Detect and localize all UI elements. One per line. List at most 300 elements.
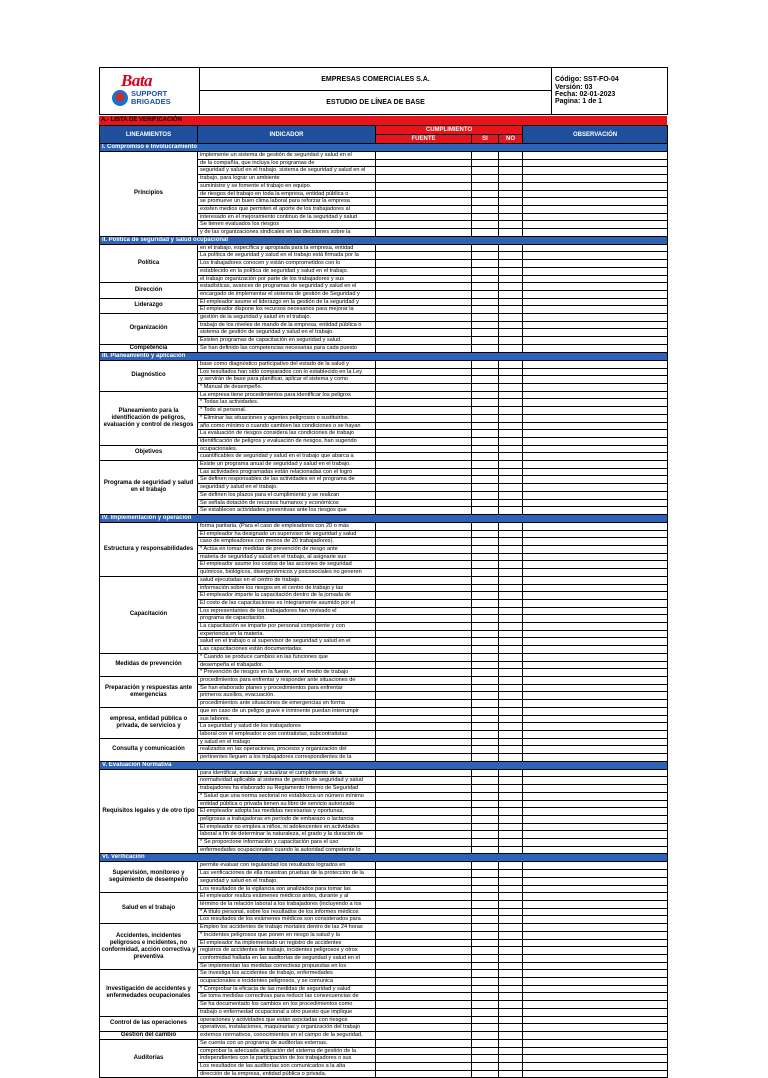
- si-cell[interactable]: [472, 244, 499, 252]
- si-cell[interactable]: [472, 700, 499, 708]
- no-cell[interactable]: [499, 916, 523, 924]
- no-cell[interactable]: [499, 337, 523, 345]
- no-cell[interactable]: [499, 584, 523, 592]
- si-cell[interactable]: [472, 1001, 499, 1009]
- si-cell[interactable]: [472, 630, 499, 638]
- si-cell[interactable]: [472, 831, 499, 839]
- si-cell[interactable]: [472, 985, 499, 993]
- observacion-cell[interactable]: [523, 939, 668, 947]
- si-cell[interactable]: [472, 561, 499, 569]
- si-cell[interactable]: [472, 159, 499, 167]
- fuente-cell[interactable]: [376, 592, 472, 600]
- si-cell[interactable]: [472, 344, 499, 352]
- si-cell[interactable]: [472, 862, 499, 870]
- si-cell[interactable]: [472, 445, 499, 453]
- fuente-cell[interactable]: [376, 723, 472, 731]
- observacion-cell[interactable]: [523, 954, 668, 962]
- si-cell[interactable]: [472, 430, 499, 438]
- no-cell[interactable]: [499, 321, 523, 329]
- observacion-cell[interactable]: [523, 383, 668, 391]
- si-cell[interactable]: [472, 399, 499, 407]
- si-cell[interactable]: [472, 182, 499, 190]
- observacion-cell[interactable]: [523, 769, 668, 777]
- fuente-cell[interactable]: [376, 908, 472, 916]
- fuente-cell[interactable]: [376, 777, 472, 785]
- no-cell[interactable]: [499, 522, 523, 530]
- fuente-cell[interactable]: [376, 368, 472, 376]
- si-cell[interactable]: [472, 893, 499, 901]
- observacion-cell[interactable]: [523, 1001, 668, 1009]
- observacion-cell[interactable]: [523, 252, 668, 260]
- no-cell[interactable]: [499, 290, 523, 298]
- observacion-cell[interactable]: [523, 623, 668, 631]
- fuente-cell[interactable]: [376, 700, 472, 708]
- observacion-cell[interactable]: [523, 607, 668, 615]
- no-cell[interactable]: [499, 329, 523, 337]
- observacion-cell[interactable]: [523, 530, 668, 538]
- si-cell[interactable]: [472, 792, 499, 800]
- observacion-cell[interactable]: [523, 507, 668, 515]
- no-cell[interactable]: [499, 1008, 523, 1016]
- fuente-cell[interactable]: [376, 329, 472, 337]
- no-cell[interactable]: [499, 267, 523, 275]
- no-cell[interactable]: [499, 414, 523, 422]
- fuente-cell[interactable]: [376, 823, 472, 831]
- si-cell[interactable]: [472, 653, 499, 661]
- observacion-cell[interactable]: [523, 808, 668, 816]
- fuente-cell[interactable]: [376, 576, 472, 584]
- si-cell[interactable]: [472, 592, 499, 600]
- no-cell[interactable]: [499, 700, 523, 708]
- fuente-cell[interactable]: [376, 522, 472, 530]
- si-cell[interactable]: [472, 205, 499, 213]
- observacion-cell[interactable]: [523, 1031, 668, 1039]
- si-cell[interactable]: [472, 175, 499, 183]
- no-cell[interactable]: [499, 630, 523, 638]
- si-cell[interactable]: [472, 522, 499, 530]
- fuente-cell[interactable]: [376, 815, 472, 823]
- observacion-cell[interactable]: [523, 970, 668, 978]
- fuente-cell[interactable]: [376, 808, 472, 816]
- fuente-cell[interactable]: [376, 870, 472, 878]
- fuente-cell[interactable]: [376, 1008, 472, 1016]
- si-cell[interactable]: [472, 337, 499, 345]
- si-cell[interactable]: [472, 1039, 499, 1047]
- no-cell[interactable]: [499, 985, 523, 993]
- observacion-cell[interactable]: [523, 962, 668, 970]
- fuente-cell[interactable]: [376, 399, 472, 407]
- fuente-cell[interactable]: [376, 615, 472, 623]
- observacion-cell[interactable]: [523, 576, 668, 584]
- no-cell[interactable]: [499, 167, 523, 175]
- observacion-cell[interactable]: [523, 738, 668, 746]
- si-cell[interactable]: [472, 808, 499, 816]
- no-cell[interactable]: [499, 576, 523, 584]
- observacion-cell[interactable]: [523, 468, 668, 476]
- si-cell[interactable]: [472, 916, 499, 924]
- observacion-cell[interactable]: [523, 785, 668, 793]
- fuente-cell[interactable]: [376, 453, 472, 461]
- si-cell[interactable]: [472, 167, 499, 175]
- no-cell[interactable]: [499, 800, 523, 808]
- si-cell[interactable]: [472, 738, 499, 746]
- fuente-cell[interactable]: [376, 530, 472, 538]
- fuente-cell[interactable]: [376, 553, 472, 561]
- observacion-cell[interactable]: [523, 985, 668, 993]
- no-cell[interactable]: [499, 592, 523, 600]
- si-cell[interactable]: [472, 468, 499, 476]
- si-cell[interactable]: [472, 669, 499, 677]
- fuente-cell[interactable]: [376, 623, 472, 631]
- fuente-cell[interactable]: [376, 599, 472, 607]
- fuente-cell[interactable]: [376, 962, 472, 970]
- fuente-cell[interactable]: [376, 321, 472, 329]
- no-cell[interactable]: [499, 159, 523, 167]
- no-cell[interactable]: [499, 831, 523, 839]
- si-cell[interactable]: [472, 576, 499, 584]
- no-cell[interactable]: [499, 877, 523, 885]
- fuente-cell[interactable]: [376, 437, 472, 445]
- no-cell[interactable]: [499, 1039, 523, 1047]
- si-cell[interactable]: [472, 1031, 499, 1039]
- si-cell[interactable]: [472, 908, 499, 916]
- observacion-cell[interactable]: [523, 630, 668, 638]
- si-cell[interactable]: [472, 1055, 499, 1063]
- observacion-cell[interactable]: [523, 368, 668, 376]
- observacion-cell[interactable]: [523, 430, 668, 438]
- observacion-cell[interactable]: [523, 445, 668, 453]
- fuente-cell[interactable]: [376, 298, 472, 306]
- observacion-cell[interactable]: [523, 862, 668, 870]
- observacion-cell[interactable]: [523, 677, 668, 685]
- fuente-cell[interactable]: [376, 939, 472, 947]
- no-cell[interactable]: [499, 769, 523, 777]
- si-cell[interactable]: [472, 707, 499, 715]
- observacion-cell[interactable]: [523, 638, 668, 646]
- si-cell[interactable]: [472, 213, 499, 221]
- observacion-cell[interactable]: [523, 391, 668, 399]
- si-cell[interactable]: [472, 461, 499, 469]
- observacion-cell[interactable]: [523, 275, 668, 283]
- no-cell[interactable]: [499, 229, 523, 237]
- no-cell[interactable]: [499, 607, 523, 615]
- no-cell[interactable]: [499, 785, 523, 793]
- no-cell[interactable]: [499, 692, 523, 700]
- no-cell[interactable]: [499, 306, 523, 314]
- fuente-cell[interactable]: [376, 993, 472, 1001]
- fuente-cell[interactable]: [376, 669, 472, 677]
- no-cell[interactable]: [499, 376, 523, 384]
- observacion-cell[interactable]: [523, 900, 668, 908]
- no-cell[interactable]: [499, 738, 523, 746]
- no-cell[interactable]: [499, 368, 523, 376]
- si-cell[interactable]: [472, 885, 499, 893]
- fuente-cell[interactable]: [376, 607, 472, 615]
- no-cell[interactable]: [499, 839, 523, 847]
- observacion-cell[interactable]: [523, 152, 668, 160]
- no-cell[interactable]: [499, 908, 523, 916]
- si-cell[interactable]: [472, 777, 499, 785]
- si-cell[interactable]: [472, 769, 499, 777]
- no-cell[interactable]: [499, 283, 523, 291]
- observacion-cell[interactable]: [523, 723, 668, 731]
- observacion-cell[interactable]: [523, 553, 668, 561]
- fuente-cell[interactable]: [376, 978, 472, 986]
- fuente-cell[interactable]: [376, 175, 472, 183]
- observacion-cell[interactable]: [523, 314, 668, 322]
- no-cell[interactable]: [499, 260, 523, 268]
- no-cell[interactable]: [499, 823, 523, 831]
- si-cell[interactable]: [472, 677, 499, 685]
- si-cell[interactable]: [472, 321, 499, 329]
- observacion-cell[interactable]: [523, 815, 668, 823]
- si-cell[interactable]: [472, 607, 499, 615]
- no-cell[interactable]: [499, 252, 523, 260]
- observacion-cell[interactable]: [523, 213, 668, 221]
- no-cell[interactable]: [499, 344, 523, 352]
- observacion-cell[interactable]: [523, 885, 668, 893]
- observacion-cell[interactable]: [523, 993, 668, 1001]
- no-cell[interactable]: [499, 360, 523, 368]
- observacion-cell[interactable]: [523, 522, 668, 530]
- observacion-cell[interactable]: [523, 715, 668, 723]
- observacion-cell[interactable]: [523, 646, 668, 654]
- si-cell[interactable]: [472, 391, 499, 399]
- fuente-cell[interactable]: [376, 638, 472, 646]
- fuente-cell[interactable]: [376, 205, 472, 213]
- si-cell[interactable]: [472, 924, 499, 932]
- no-cell[interactable]: [499, 599, 523, 607]
- si-cell[interactable]: [472, 290, 499, 298]
- observacion-cell[interactable]: [523, 870, 668, 878]
- fuente-cell[interactable]: [376, 916, 472, 924]
- no-cell[interactable]: [499, 437, 523, 445]
- observacion-cell[interactable]: [523, 344, 668, 352]
- si-cell[interactable]: [472, 221, 499, 229]
- no-cell[interactable]: [499, 924, 523, 932]
- no-cell[interactable]: [499, 182, 523, 190]
- fuente-cell[interactable]: [376, 152, 472, 160]
- no-cell[interactable]: [499, 661, 523, 669]
- si-cell[interactable]: [472, 229, 499, 237]
- no-cell[interactable]: [499, 885, 523, 893]
- fuente-cell[interactable]: [376, 267, 472, 275]
- fuente-cell[interactable]: [376, 484, 472, 492]
- observacion-cell[interactable]: [523, 1070, 668, 1078]
- fuente-cell[interactable]: [376, 468, 472, 476]
- no-cell[interactable]: [499, 453, 523, 461]
- fuente-cell[interactable]: [376, 376, 472, 384]
- si-cell[interactable]: [472, 476, 499, 484]
- observacion-cell[interactable]: [523, 823, 668, 831]
- si-cell[interactable]: [472, 900, 499, 908]
- observacion-cell[interactable]: [523, 599, 668, 607]
- no-cell[interactable]: [499, 468, 523, 476]
- no-cell[interactable]: [499, 954, 523, 962]
- no-cell[interactable]: [499, 445, 523, 453]
- fuente-cell[interactable]: [376, 1024, 472, 1032]
- si-cell[interactable]: [472, 584, 499, 592]
- fuente-cell[interactable]: [376, 538, 472, 546]
- observacion-cell[interactable]: [523, 916, 668, 924]
- no-cell[interactable]: [499, 684, 523, 692]
- si-cell[interactable]: [472, 507, 499, 515]
- observacion-cell[interactable]: [523, 205, 668, 213]
- no-cell[interactable]: [499, 1070, 523, 1078]
- si-cell[interactable]: [472, 306, 499, 314]
- no-cell[interactable]: [499, 546, 523, 554]
- si-cell[interactable]: [472, 283, 499, 291]
- observacion-cell[interactable]: [523, 229, 668, 237]
- observacion-cell[interactable]: [523, 615, 668, 623]
- observacion-cell[interactable]: [523, 175, 668, 183]
- fuente-cell[interactable]: [376, 569, 472, 577]
- fuente-cell[interactable]: [376, 561, 472, 569]
- observacion-cell[interactable]: [523, 298, 668, 306]
- observacion-cell[interactable]: [523, 653, 668, 661]
- no-cell[interactable]: [499, 391, 523, 399]
- si-cell[interactable]: [472, 1016, 499, 1024]
- fuente-cell[interactable]: [376, 221, 472, 229]
- observacion-cell[interactable]: [523, 877, 668, 885]
- si-cell[interactable]: [472, 198, 499, 206]
- si-cell[interactable]: [472, 1024, 499, 1032]
- fuente-cell[interactable]: [376, 507, 472, 515]
- si-cell[interactable]: [472, 491, 499, 499]
- no-cell[interactable]: [499, 298, 523, 306]
- no-cell[interactable]: [499, 507, 523, 515]
- si-cell[interactable]: [472, 846, 499, 854]
- fuente-cell[interactable]: [376, 190, 472, 198]
- no-cell[interactable]: [499, 569, 523, 577]
- observacion-cell[interactable]: [523, 376, 668, 384]
- observacion-cell[interactable]: [523, 746, 668, 754]
- fuente-cell[interactable]: [376, 499, 472, 507]
- si-cell[interactable]: [472, 746, 499, 754]
- fuente-cell[interactable]: [376, 244, 472, 252]
- no-cell[interactable]: [499, 947, 523, 955]
- observacion-cell[interactable]: [523, 399, 668, 407]
- si-cell[interactable]: [472, 190, 499, 198]
- fuente-cell[interactable]: [376, 213, 472, 221]
- no-cell[interactable]: [499, 1031, 523, 1039]
- fuente-cell[interactable]: [376, 344, 472, 352]
- no-cell[interactable]: [499, 491, 523, 499]
- no-cell[interactable]: [499, 538, 523, 546]
- no-cell[interactable]: [499, 993, 523, 1001]
- si-cell[interactable]: [472, 839, 499, 847]
- no-cell[interactable]: [499, 846, 523, 854]
- si-cell[interactable]: [472, 499, 499, 507]
- fuente-cell[interactable]: [376, 159, 472, 167]
- observacion-cell[interactable]: [523, 800, 668, 808]
- fuente-cell[interactable]: [376, 684, 472, 692]
- si-cell[interactable]: [472, 623, 499, 631]
- fuente-cell[interactable]: [376, 931, 472, 939]
- si-cell[interactable]: [472, 546, 499, 554]
- observacion-cell[interactable]: [523, 290, 668, 298]
- observacion-cell[interactable]: [523, 569, 668, 577]
- si-cell[interactable]: [472, 715, 499, 723]
- fuente-cell[interactable]: [376, 198, 472, 206]
- observacion-cell[interactable]: [523, 1008, 668, 1016]
- observacion-cell[interactable]: [523, 908, 668, 916]
- no-cell[interactable]: [499, 931, 523, 939]
- fuente-cell[interactable]: [376, 252, 472, 260]
- observacion-cell[interactable]: [523, 730, 668, 738]
- observacion-cell[interactable]: [523, 337, 668, 345]
- observacion-cell[interactable]: [523, 407, 668, 415]
- si-cell[interactable]: [472, 298, 499, 306]
- no-cell[interactable]: [499, 792, 523, 800]
- fuente-cell[interactable]: [376, 314, 472, 322]
- observacion-cell[interactable]: [523, 661, 668, 669]
- fuente-cell[interactable]: [376, 229, 472, 237]
- no-cell[interactable]: [499, 615, 523, 623]
- no-cell[interactable]: [499, 430, 523, 438]
- fuente-cell[interactable]: [376, 476, 472, 484]
- no-cell[interactable]: [499, 669, 523, 677]
- observacion-cell[interactable]: [523, 414, 668, 422]
- observacion-cell[interactable]: [523, 777, 668, 785]
- observacion-cell[interactable]: [523, 283, 668, 291]
- no-cell[interactable]: [499, 862, 523, 870]
- fuente-cell[interactable]: [376, 290, 472, 298]
- si-cell[interactable]: [472, 414, 499, 422]
- si-cell[interactable]: [472, 947, 499, 955]
- si-cell[interactable]: [472, 931, 499, 939]
- observacion-cell[interactable]: [523, 839, 668, 847]
- si-cell[interactable]: [472, 437, 499, 445]
- observacion-cell[interactable]: [523, 893, 668, 901]
- si-cell[interactable]: [472, 962, 499, 970]
- fuente-cell[interactable]: [376, 1039, 472, 1047]
- no-cell[interactable]: [499, 190, 523, 198]
- fuente-cell[interactable]: [376, 283, 472, 291]
- observacion-cell[interactable]: [523, 700, 668, 708]
- no-cell[interactable]: [499, 205, 523, 213]
- no-cell[interactable]: [499, 484, 523, 492]
- no-cell[interactable]: [499, 653, 523, 661]
- fuente-cell[interactable]: [376, 1016, 472, 1024]
- fuente-cell[interactable]: [376, 461, 472, 469]
- observacion-cell[interactable]: [523, 159, 668, 167]
- observacion-cell[interactable]: [523, 244, 668, 252]
- si-cell[interactable]: [472, 329, 499, 337]
- si-cell[interactable]: [472, 314, 499, 322]
- observacion-cell[interactable]: [523, 1016, 668, 1024]
- fuente-cell[interactable]: [376, 947, 472, 955]
- fuente-cell[interactable]: [376, 653, 472, 661]
- fuente-cell[interactable]: [376, 360, 472, 368]
- observacion-cell[interactable]: [523, 321, 668, 329]
- si-cell[interactable]: [472, 646, 499, 654]
- fuente-cell[interactable]: [376, 1047, 472, 1055]
- observacion-cell[interactable]: [523, 491, 668, 499]
- no-cell[interactable]: [499, 723, 523, 731]
- fuente-cell[interactable]: [376, 970, 472, 978]
- si-cell[interactable]: [472, 638, 499, 646]
- observacion-cell[interactable]: [523, 978, 668, 986]
- no-cell[interactable]: [499, 870, 523, 878]
- fuente-cell[interactable]: [376, 646, 472, 654]
- no-cell[interactable]: [499, 530, 523, 538]
- observacion-cell[interactable]: [523, 546, 668, 554]
- fuente-cell[interactable]: [376, 846, 472, 854]
- si-cell[interactable]: [472, 823, 499, 831]
- no-cell[interactable]: [499, 499, 523, 507]
- fuente-cell[interactable]: [376, 754, 472, 762]
